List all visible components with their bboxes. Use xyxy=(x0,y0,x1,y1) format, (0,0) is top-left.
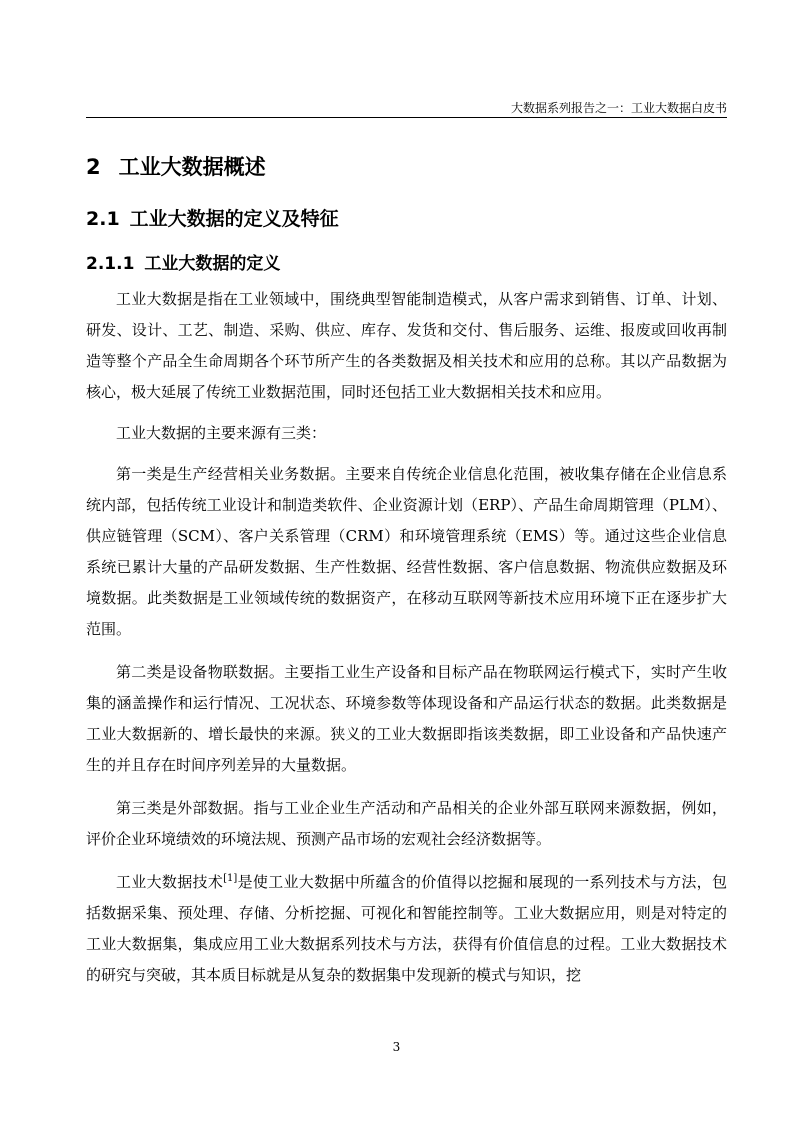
chapter-number: 2 xyxy=(86,155,101,179)
chapter-heading xyxy=(86,152,266,182)
paragraph-source-business: 第一类是生产经营相关业务数据。主要来自传统企业信息化范围，被收集存储在企业信息系统内部，包括传统工业设计和制造类软件、企业资源计划（ERP）、产品生命周期管理（PLM）、供应链管理（SCM）、客户关系管理（CRM）和环境管理系统（EMS）等。通过这些企业信息系统已累计大量的产品研发数据、生产性数据、经营性数据、客户信息数据、物流供应数据及环境数据。此类数据是工业领域传统的数据资产，在移动互联网等新技术应用环境下正在逐步扩大范围。 xyxy=(86,465,727,638)
paragraph-technology-lead: 工业大数据技术 xyxy=(116,873,224,891)
paragraph-source-external: 第三类是外部数据。指与工业企业生产活动和产品相关的企业外部互联网来源数据，例如，评价企业环境绩效的环境法规、预测产品市场的宏观社会经济数据等。 xyxy=(86,799,727,848)
reference-marker[interactable]: [1] xyxy=(223,873,238,884)
section-title: 工业大数据的定义及特征 xyxy=(129,208,339,230)
section-number: 2.1 xyxy=(86,208,120,230)
paragraph-sources-intro: 工业大数据的主要来源有三类： xyxy=(116,424,327,442)
paragraph-definition: 工业大数据是指在工业领域中，围绕典型智能制造模式，从客户需求到销售、订单、计划、研发、设计、工艺、制造、采购、供应、库存、发货和交付、售后服务、运维、报废或回收再制造等整个产品全生命周期各个环节所产生的各类数据及相关技术和应用的总称。其以产品数据为核心，极大延展了传统工业数据范围，同时还包括工业大数据相关技术和应用。 xyxy=(86,290,727,401)
subsection-number: 2.1.1 xyxy=(86,254,135,274)
header-rule xyxy=(86,117,727,118)
running-header: 大数据系列报告之一：工业大数据白皮书 xyxy=(510,101,727,115)
subsection-title: 工业大数据的定义 xyxy=(144,254,281,274)
body-text xyxy=(86,284,727,991)
page-number: 3 xyxy=(392,1040,401,1054)
section-heading xyxy=(86,205,339,233)
paragraph-technology-rest: 是使工业大数据中所蕴含的价值得以挖掘和展现的一系列技术与方法，包括数据采集、预处理、存储、分析挖掘、可视化和智能控制等。工业大数据应用，则是对特定的工业大数据集，集成应用工业大数据系列技术与方法，获得有价值信息的过程。工业大数据技术的研究与突破，其本质目标就是从复杂的数据集中发现新的模式与知识，挖 xyxy=(86,873,727,984)
paragraph-technology xyxy=(86,867,727,991)
chapter-title: 工业大数据概述 xyxy=(118,155,266,179)
paragraph-source-iot: 第二类是设备物联数据。主要指工业生产设备和目标产品在物联网运行模式下，实时产生收集的涵盖操作和运行情况、工况状态、环境参数等体现设备和产品运行状态的数据。此类数据是工业大数据新的、增长最快的来源。狭义的工业大数据即指该类数据，即工业设备和产品快速产生的并且存在时间序列差异的大量数据。 xyxy=(86,663,727,774)
subsection-heading xyxy=(86,251,280,277)
